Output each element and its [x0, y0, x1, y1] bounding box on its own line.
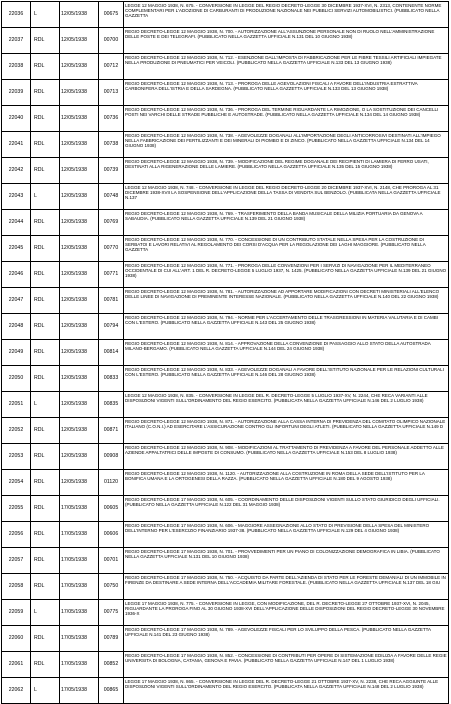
table-row [2, 548, 449, 574]
row-id-cell: 22047 [2, 288, 31, 314]
row-id-cell: 22060 [2, 626, 31, 652]
table-row [2, 314, 449, 340]
table-row [2, 418, 449, 444]
table-row [2, 652, 449, 678]
act-type-cell: RDL [31, 262, 60, 288]
act-description-cell: REGIO DECRETO-LEGGE 12 MAGGIO 1938, N. 700. - AUTORIZZAZIONE ALL'ASSUNZIONE PERSONALE NON DI RUOLO NELL'AMMINISTRAZIONE DELLE POSTE E DEI TELEGRAFI. (PUBBLICATO NELLA GAZZETTA UFFICIALE N.131 DEL 10 GIUGNO 1938) [124, 28, 449, 54]
act-type-cell: RDL [31, 54, 60, 80]
act-date-cell: 12/05/1938 [60, 54, 99, 80]
row-id-cell: 22052 [2, 418, 31, 444]
act-type-cell: RDL [31, 28, 60, 54]
table-row [2, 678, 449, 704]
act-type-cell: RDL [31, 132, 60, 158]
act-description-cell: REGIO DECRETO-LEGGE 12 MAGGIO 1938, N. 833. - AGEVOLEZZE DOGANALI A FAVORE DELL'ISTITUTO NAZIONALE PER LE RELAZIONI CULTURALI CON L'ESTERO. (PUBBLICATO NELLA GAZZETTA UFFICIALE N.146 DEL 28 GIUGNO 1938) [124, 366, 449, 392]
act-date-cell: 17/05/1938 [60, 574, 99, 600]
act-date-cell: 12/05/1938 [60, 314, 99, 340]
act-date-cell: 17/05/1938 [60, 522, 99, 548]
act-date-cell: 17/05/1938 [60, 496, 99, 522]
act-number-cell: 01120 [99, 470, 124, 496]
act-type-cell: RDL [31, 158, 60, 184]
row-id-cell: 22041 [2, 132, 31, 158]
act-number-cell: 00750 [99, 574, 124, 600]
act-type-cell: RDL [31, 470, 60, 496]
row-id-cell: 22055 [2, 496, 31, 522]
table-row [2, 444, 449, 470]
row-id-cell: 22039 [2, 80, 31, 106]
act-description-cell: REGIO DECRETO-LEGGE 12 MAGGIO 1938, N. 736. - PROROGA DEL TERMINE RIGUARDANTE LA RIMOZIONE, O LA SOSTITUZIONE DEI CANCELLI POSTI NEI VARCHI DELLE STRADE PUBBLICHE E AUTOSTRADE. (PUBBLICATO NELLA GAZZETTA UFFICIALE N.134 DEL 14 GIUGNO 1938) [124, 106, 449, 132]
act-date-cell: 17/05/1938 [60, 626, 99, 652]
act-number-cell: 00771 [99, 262, 124, 288]
act-description-cell: LEGGE 12 MAGGIO 1938, N. 675. - CONVERSIONE IN LEGGE DEL REGIO DECRETO-LEGGE 30 DICEMBRE 1937-XVI, N. 2313, CONTENENTE NORME COMPLEMENTARI PER L'ADOZIONE DI CARBURANTI DI PRODUZIONE NAZIONALE NEI PUBBLICI SERVIZI AUTOMOBILISTICI. (PUBBLICATO NELLA GAZZETTA [124, 2, 449, 28]
act-description-cell: REGIO DECRETO-LEGGE 12 MAGGIO 1938, N. 1120. - AUTORIZZAZIONE ALLA COSTRUZIONE IN ROMA DELLA SEDE DELL'ISTITUTO PER LA BONIFICA UMANA E LA ORTOGENESI DELLA RAZZA. (PUBBLICATO NELLA GAZZETTA UFFICIALE N.180 DEL 9 AGOSTO 1938) [124, 470, 449, 496]
table-row [2, 184, 449, 210]
act-number-cell: 00908 [99, 444, 124, 470]
table-row [2, 470, 449, 496]
act-number-cell: 00770 [99, 236, 124, 262]
act-date-cell: 12/05/1938 [60, 184, 99, 210]
act-description-cell: LEGGE 12 MAGGIO 1938, N. 835. - CONVERSIONE IN LEGGE DEL R. DECRETO-LEGGE 5 LUGLIO 1937-XV, N. 2244, CHE RECA VARIANTI ALLE DISPOSIZIONI VIGENTI SULL'ORDINAMENTO DEL REGIO ESERCITO. (PUBBLICATA NELLA GAZZETTA UFFICIALE N.146 DEL 2 LUGLIO 1938) [124, 392, 449, 418]
table-row [2, 600, 449, 626]
act-number-cell: 00852 [99, 652, 124, 678]
act-type-cell: L [31, 392, 60, 418]
row-id-cell: 22038 [2, 54, 31, 80]
act-number-cell: 00738 [99, 132, 124, 158]
act-description-cell: REGIO DECRETO-LEGGE 12 MAGGIO 1938, N. 769. - TRASFERIMENTO DELLA BANDA MUSICALE DELLA MILIZIA PORTUARIA DA GENOVA A SABAUDIA. (PUBBLICATO NELLA GAZZETTA UFFICIALE N.139 DEL 21 GIUGNO 1938) [124, 210, 449, 236]
act-date-cell: 12/05/1938 [60, 106, 99, 132]
table-row [2, 54, 449, 80]
act-type-cell: L [31, 2, 60, 28]
act-number-cell: 00781 [99, 288, 124, 314]
act-date-cell: 12/05/1938 [60, 444, 99, 470]
act-type-cell: RDL [31, 548, 60, 574]
act-type-cell: RDL [31, 496, 60, 522]
table-row [2, 288, 449, 314]
row-id-cell: 22057 [2, 548, 31, 574]
act-number-cell: 00713 [99, 80, 124, 106]
act-type-cell: RDL [31, 522, 60, 548]
table-row [2, 106, 449, 132]
act-number-cell: 00789 [99, 626, 124, 652]
act-description-cell: REGIO DECRETO-LEGGE 12 MAGGIO 1938, N. 814. - APPROVAZIONE DELLA CONVENZIONE DI PASSAGGIO ALLO STATO DELLA AUTOSTRADA MILANO-BERGAMO. (PUBBLICATO NELLA GAZZETTA UFFICIALE N.144 DEL 24 GIUGNO 1938) [124, 340, 449, 366]
act-description-cell: REGIO DECRETO-LEGGE 17 MAGGIO 1938, N. 701. - PROVVEDIMENTI PER UN PIANO DI COLONIZZAZIONE DEMOGRAFICA IN LIBIA. (PUBBLICATO NELLA GAZZETTA UFFICIALE N.131 DEL 10 GIUGNO 1938) [124, 548, 449, 574]
act-type-cell: RDL [31, 366, 60, 392]
act-number-cell: 00739 [99, 158, 124, 184]
act-type-cell: RDL [31, 574, 60, 600]
row-id-cell: 22058 [2, 574, 31, 600]
row-id-cell: 22062 [2, 678, 31, 704]
act-type-cell: RDL [31, 288, 60, 314]
act-date-cell: 12/05/1938 [60, 158, 99, 184]
row-id-cell: 22036 [2, 2, 31, 28]
row-id-cell: 22053 [2, 444, 31, 470]
row-id-cell: 22042 [2, 158, 31, 184]
act-number-cell: 00675 [99, 2, 124, 28]
table-row [2, 132, 449, 158]
act-description-cell: REGIO DECRETO-LEGGE 12 MAGGIO 1938, N. 871. - AUTORIZZAZIONE ALLA CASSA INTERNA DI PREVIDENZA DEL COMITATO OLIMPICO NAZIONALE ITALIANO (C.O.N.I.) AD ESERCITARE L'ASSICURAZIONE CONTRO GLI INFORTUNI DEGLI ATLETI. (PUBBLICATO NELLA GAZZETTA UFFICIALE N.149 D [124, 418, 449, 444]
table-row [2, 158, 449, 184]
act-date-cell: 12/05/1938 [60, 262, 99, 288]
act-date-cell: 12/05/1938 [60, 132, 99, 158]
act-description-cell: REGIO DECRETO-LEGGE 17 MAGGIO 1938, N. 750. - ACQUISTO DA PARTE DELL'AZIENDA DI STATO PER LE FORESTE DEMANIALI DI UN IMMOBILE IN FIRENZE DA DESTINARE A SEDE INTERNA DELL'ACCADEMIA MILITARE FORESTALE. (PUBBLICATO NELLA GAZZETTA UFFICIALE N.137 DEL 18 GIU [124, 574, 449, 600]
act-number-cell: 00794 [99, 314, 124, 340]
table-row [2, 28, 449, 54]
row-id-cell: 22045 [2, 236, 31, 262]
row-id-cell: 22059 [2, 600, 31, 626]
act-date-cell: 17/05/1938 [60, 548, 99, 574]
table-row [2, 366, 449, 392]
act-type-cell: L [31, 678, 60, 704]
row-id-cell: 22056 [2, 522, 31, 548]
act-number-cell: 00748 [99, 184, 124, 210]
act-number-cell: 00769 [99, 210, 124, 236]
act-date-cell: 12/05/1938 [60, 392, 99, 418]
act-type-cell: RDL [31, 236, 60, 262]
act-date-cell: 12/05/1938 [60, 2, 99, 28]
act-description-cell: REGIO DECRETO-LEGGE 12 MAGGIO 1938, N. 770. - CONCESSIONE DI UN CONTRIBUTO STATALE NELLA SPESA PER LA COSTRUZIONE DI SERBATOI E LAVORI RELATIVI AL REGOLAMENTO DEI CORSI D'ACQUA PER LA REGOLAZIONE DEI LAGHI MAGGIORE. (PUBBLICATO NELLA GAZZETTA [124, 236, 449, 262]
act-number-cell: 00606 [99, 522, 124, 548]
act-number-cell: 00712 [99, 54, 124, 80]
act-description-cell: REGIO DECRETO-LEGGE 12 MAGGIO 1938, N. 739. - MODIFICAZIONE DEL REGIME DOGANALE DEI RECIPIENTI DI LAMIERA DI FERRO USATI, DESTINATI ALLA RIGENERAZIONE DELLE LAMIERE. (PUBBLICATO NELLA GAZZETTA UFFICIALE N.135 DEL 15 GIUGNO 1938) [124, 158, 449, 184]
act-type-cell: RDL [31, 314, 60, 340]
act-type-cell: RDL [31, 210, 60, 236]
table-row [2, 340, 449, 366]
row-id-cell: 22050 [2, 366, 31, 392]
act-number-cell: 00701 [99, 548, 124, 574]
act-description-cell: REGIO DECRETO-LEGGE 17 MAGGIO 1938, N. 852. - CONCESSIONE DI CONTRIBUTI PER OPERE DI SISTEMAZIONE EDILIZIA A FAVORE DELLE REGIE UNIVERSITA DI BOLOGNA, CATANIA, GENOVA E PAVIA. (PUBBLICATO NELLA GAZZETTA UFFICIALE N.147 DEL 1 LUGLIO 1938) [124, 652, 449, 678]
act-type-cell: RDL [31, 340, 60, 366]
row-id-cell: 22049 [2, 340, 31, 366]
table-row [2, 626, 449, 652]
act-type-cell: RDL [31, 652, 60, 678]
act-date-cell: 12/05/1938 [60, 340, 99, 366]
act-description-cell: REGIO DECRETO-LEGGE 12 MAGGIO 1938, N. 738. - AGEVOLEZZE DOGANALI ALL'IMPORTAZIONE DEGLI ANTICORROSIVI DESTINATI ALL'IMPIEGO NELLA FABBRICAZIONE DEI FERTILIZZANTI E DEI MINERALI DI PIOMBO E DI ZINCO. (PUBBLICATO NELLA GAZZETTA UFFICIALE N.134 DEL 14 GIUGNO 1938) [124, 132, 449, 158]
laws-table-body [2, 2, 449, 704]
table-row [2, 522, 449, 548]
act-date-cell: 12/05/1938 [60, 470, 99, 496]
row-id-cell: 22046 [2, 262, 31, 288]
row-id-cell: 22037 [2, 28, 31, 54]
row-id-cell: 22048 [2, 314, 31, 340]
act-type-cell: RDL [31, 444, 60, 470]
act-number-cell: 00605 [99, 496, 124, 522]
act-date-cell: 17/05/1938 [60, 652, 99, 678]
table-row [2, 80, 449, 106]
act-description-cell: REGIO DECRETO-LEGGE 12 MAGGIO 1938, N. 908. - MODIFICAZIONI AL TRATTAMENTO DI PREVIDENZA A FAVORE DEL PERSONALE ADDETTO ALLE AZIENDE APPALTATRICI DELLE IMPOSTE DI CONSUMO. (PUBBLICATO NELLA GAZZETTA UFFICIALE N.153 DEL 8 LUGLIO 1938) [124, 444, 449, 470]
act-date-cell: 17/05/1938 [60, 678, 99, 704]
act-type-cell: L [31, 600, 60, 626]
act-date-cell: 12/05/1938 [60, 210, 99, 236]
act-description-cell: LEGGE 17 MAGGIO 1938, N. 775. - CONVERSIONE IN LEGGE, CON MODIFICAZIONE, DEL R. DECRETO-LEGGE 27 OTTOBRE 1937-XVI, N. 2045, RIGUARDANTE LA PROROGA FINO AL 30 GIUGNO 1938-XVI DELL'APPLICAZIONE DELLE DISPOSIZIONI DEL REGIO DECRETO-LEGGE 30 NOVEMBRE 1936-X [124, 600, 449, 626]
act-date-cell: 12/05/1938 [60, 288, 99, 314]
act-description-cell: REGIO DECRETO-LEGGE 12 MAGGIO 1938, N. 712. - ESENZIONE DALL'IMPOSTA DI FABBRICAZIONE PER LE FIBRE TESSILI ARTIFICIALI IMPIEGATE NELLA PRODUZIONE DI PNEUMATICI PER VEICOLI. (PUBBLICATO NELLA GAZZETTA UFFICIALE N.133 DEL 13 GIUGNO 1938) [124, 54, 449, 80]
table-row [2, 236, 449, 262]
act-description-cell: LEGGE 12 MAGGIO 1938, N. 748. - CONVERSIONE IN LEGGE DEL REGIO DECRETO-LEGGE 20 DICEMBRE 1937-XVI, N. 2148, CHE PROROGA AL 31 DICEMBRE 1938-XVII LA SOSPENSIONE DELL'APPLICAZIONE DELLA TASSA DI VENDITA SUL BENZOLO. (PUBBLICATA NELLA GAZZETTA UFFICIALE N.137 [124, 184, 449, 210]
table-row [2, 496, 449, 522]
laws-table [1, 1, 449, 704]
act-description-cell: REGIO DECRETO-LEGGE 17 MAGGIO 1938, N. 605. - COORDINAMENTO DELLE DISPOSIZIONI VIGENTI SULLO STATO GIURIDICO DEGLI UFFICIALI. (PUBBLICATO NELLA GAZZETTA UFFICIALE N.122 DEL 31 MAGGIO 1938) [124, 496, 449, 522]
act-number-cell: 00775 [99, 600, 124, 626]
table-row [2, 262, 449, 288]
row-id-cell: 22044 [2, 210, 31, 236]
act-date-cell: 12/05/1938 [60, 418, 99, 444]
act-number-cell: 00814 [99, 340, 124, 366]
act-description-cell: REGIO DECRETO-LEGGE 17 MAGGIO 1938, N. 606. - MAGGIORE ASSEGNAZIONE ALLO STATO DI PREVISIONE DELLA SPESA DEL MINISTERO DELL'INTERNO PER L'ESERCIZIO FINANZIARIO 1937-38. (PUBBLICATO NELLA GAZZETTA UFFICIALE N.129 DEL 4 GIUGNO 1938) [124, 522, 449, 548]
act-date-cell: 12/05/1938 [60, 28, 99, 54]
act-number-cell: 00736 [99, 106, 124, 132]
act-description-cell: REGIO DECRETO-LEGGE 17 MAGGIO 1938, N. 789. - AGEVOLEZZE FISCALI PER LO SVILUPPO DELLA PESCA. (PUBBLICATO NELLA GAZZETTA UFFICIALE N.141 DEL 23 GIUGNO 1938) [124, 626, 449, 652]
act-description-cell: REGIO DECRETO-LEGGE 12 MAGGIO 1938, N. 771. - PROROGA DELLE CONVENZIONI PER I SERVIZI DI NAVIGAZIONE PER IL MEDITERRANEO OCCIDENTALE DI CUI ALL'ART. 1 DEL R. DECRETO-LEGGE 5 LUGLIO 1937, N. 1425. (PUBBLICATO NELLA GAZZETTA UFFICIALE N.139 DEL 21 GIUGNO 1938) [124, 262, 449, 288]
table-row [2, 210, 449, 236]
act-date-cell: 17/05/1938 [60, 600, 99, 626]
table-row [2, 574, 449, 600]
row-id-cell: 22061 [2, 652, 31, 678]
act-type-cell: RDL [31, 80, 60, 106]
act-number-cell: 00833 [99, 366, 124, 392]
row-id-cell: 22054 [2, 470, 31, 496]
table-row [2, 392, 449, 418]
act-description-cell: LEGGE 17 MAGGIO 1938, N. 865. - CONVERSIONE IN LEGGE DEL R. DECRETO-LEGGE 21 OTTOBRE 1937-XV, N. 2238, CHE RECA AGGIUNTE ALLE DISPOSIZIONI VIGENTI SULL'ORDINAMENTO DEL REGIO ESERCITO. (PUBBLICATA NELLA GAZZETTA UFFICIALE N.148 DEL 2 LUGLIO 1938) [124, 678, 449, 704]
act-number-cell: 00835 [99, 392, 124, 418]
table-row [2, 2, 449, 28]
act-number-cell: 00865 [99, 678, 124, 704]
act-description-cell: REGIO DECRETO-LEGGE 12 MAGGIO 1938, N. 781. - AUTORIZZAZIONE AD APPORTARE MODIFICAZIONI CON DECRETI MINISTERIALI ALL'ELENCO DELLE LINEE DI NAVIGAZIONE DI PREMINENTE INTERESSE NAZIONALE. (PUBBLICATO NELLA GAZZETTA UFFICIALE N.140 DEL 22 GIUGNO 1938) [124, 288, 449, 314]
act-type-cell: RDL [31, 106, 60, 132]
act-number-cell: 00871 [99, 418, 124, 444]
act-number-cell: 00700 [99, 28, 124, 54]
act-date-cell: 12/05/1938 [60, 80, 99, 106]
row-id-cell: 22051 [2, 392, 31, 418]
act-description-cell: REGIO DECRETO-LEGGE 12 MAGGIO 1938, N. 794. - NORME PER L'ACCERTAMENTO DELLE TRASGRESSIONI IN MATERIA VALUTARIA E DI CAMBI CON L'ESTERO. (PUBBLICATO NELLA GAZZETTA UFFICIALE N.143 DEL 25 GIUGNO 1938) [124, 314, 449, 340]
act-type-cell: RDL [31, 418, 60, 444]
act-type-cell: L [31, 184, 60, 210]
row-id-cell: 22040 [2, 106, 31, 132]
row-id-cell: 22043 [2, 184, 31, 210]
act-date-cell: 12/05/1938 [60, 236, 99, 262]
act-type-cell: RDL [31, 626, 60, 652]
act-date-cell: 12/05/1938 [60, 366, 99, 392]
act-description-cell: REGIO DECRETO-LEGGE 12 MAGGIO 1938, N. 713. - PROROGA DELLE AGEVOLAZIONI FISCALI A FAVORE DELL'INDUSTRIA ESTRATTIVA CARBONIFERA DELL'ISTRIA E DELLA SARDEGNA. (PUBBLICATO NELLA GAZZETTA UFFICIALE N.133 DEL 13 GIUGNO 1938) [124, 80, 449, 106]
